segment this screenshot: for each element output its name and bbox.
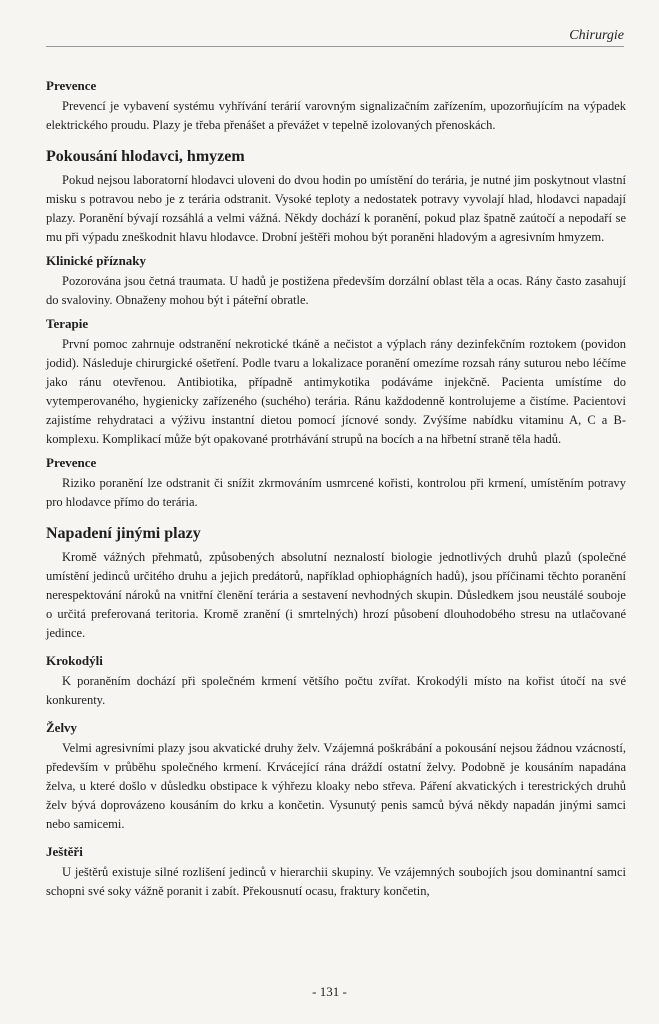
section-heading-jesteri: Ještěři — [46, 844, 83, 859]
section-heading-klinicke-priznaky: Klinické příznaky — [46, 253, 147, 268]
section-heading-terapie: Terapie — [46, 316, 89, 331]
section-heading-pokousani: Pokousání hlodavci, hmyzem — [46, 148, 245, 165]
paragraph-zelvy: Velmi agresivními plazy jsou akvatické druhy želv. Vzájemná poškrábání a pokousání nejsou žádnou vzácností, především v průběhu společného krmení. Krvácející rána dráždí ostatní želvy. Podobně je kousáním napadána želva, u které došlo v důsledku obstipace k výhřezu kloaky nebo střeva. Páření akvatických i terestrických druhů želv bývá doprovázeno kousáním do krku a končetin. Vysunutý penis samců bývá někdy napadán jinými samci nebo samicemi. — [46, 741, 626, 831]
paragraph-klinicke-priznaky: Pozorována jsou četná traumata. U hadů je postižena především dorzální oblast těla a ocas. Rány často zasahují do svaloviny. Obnaženy mohou být i páteřní obratle. — [46, 274, 626, 307]
section-heading-prevence-1: Prevence — [46, 78, 97, 93]
page-number: - 131 - — [312, 984, 347, 999]
section-heading-zelvy: Želvy — [46, 720, 78, 735]
running-head: Chirurgie — [46, 28, 624, 47]
paragraph-napadeni: Kromě vážných přehmatů, způsobených absolutní neznalostí biologie jednotlivých druhů plazů (společné umístění jedinců určitého druhu a jejich predátorů, například ophiophágních hadů), jsou příčinami těchto poranění nerespektování nároků na vnitřní členění terária a sestavení nevhodných skupin. Důsledkem jsou neustálé souboje o určitá preferovaná teritoria. Kromě zranění (i smrtelných) hrozí působení dlouhodobého stresu na utlačované jedince. — [46, 550, 626, 640]
paragraph-jesteri: U ještěrů existuje silné rozlišení jedinců v hierarchii skupiny. Ve vzájemných soubojích jsou dominantní samci schopni své soky vážně poranit i zabít. Překousnutí ocasu, fraktury končetin, — [46, 865, 626, 898]
paragraph-prevence-1: Prevencí je vybavení systému vyhřívání terárií varovným signalizačním zařízením, upozorňujícím na výpadek elektrického proudu. Plazy je třeba přenášet a převážet v tepelně izolovaných přenoskách. — [46, 99, 626, 132]
section-heading-prevence-2: Prevence — [46, 455, 97, 470]
section-heading-krokodyli: Krokodýli — [46, 653, 103, 668]
paragraph-krokodyli: K poraněním dochází při společném krmení většího počtu zvířat. Krokodýli místo na kořist útočí na své konkurenty. — [46, 674, 626, 707]
paragraph-terapie: První pomoc zahrnuje odstranění nekrotické tkáně a nečistot a výplach rány dezinfekčním roztokem (povidon jodid). Následuje chirurgické ošetření. Podle tvaru a lokalizace poranění omezíme rozsah rány suturou nebo léčíme jako ránu otevřenou. Antibiotika, případně antimykotika podáváme injekčně. Pacienta umístíme do vytemperovaného, hygienicky zařízeného (suchého) terária. Ránu každodenně kontrolujeme a čistíme. Pacientovi zajistíme rehydrataci a výživu instantní dietou pomocí jícnové sondy. Zvýšíme nabídku vitaminu A, C a B-komplexu. Komplikací může být opakované protrhávání strupů na bocích a na hřbetní straně těla hadů. — [46, 337, 626, 446]
section-heading-napadeni: Napadení jinými plazy — [46, 525, 201, 542]
page-body — [46, 78, 626, 901]
paragraph-prevence-2: Riziko poranění lze odstranit či snížit zkrmováním usmrcené kořisti, kontrolou při krmení, umístěním potravy pro hlodavce přímo do terária. — [46, 476, 626, 509]
paragraph-pokousani: Pokud nejsou laboratorní hlodavci uloveni do dvou hodin po umístění do terária, je nutné jim poskytnout vlastní misku s potravou nebo je z terária odstranit. Vysoké teploty a nedostatek potravy vyvolají hlad, hlodavci napadají plazy. Poranění bývají rozsáhlá a velmi vážná. Někdy dochází k poranění, pokud plaz špatně zaútočí a nepodaří se mu při výpadu zneškodnit hlavu hlodavce. Drobní ještěři mohou být poraněni hladovým a agresivním hmyzem. — [46, 173, 626, 244]
